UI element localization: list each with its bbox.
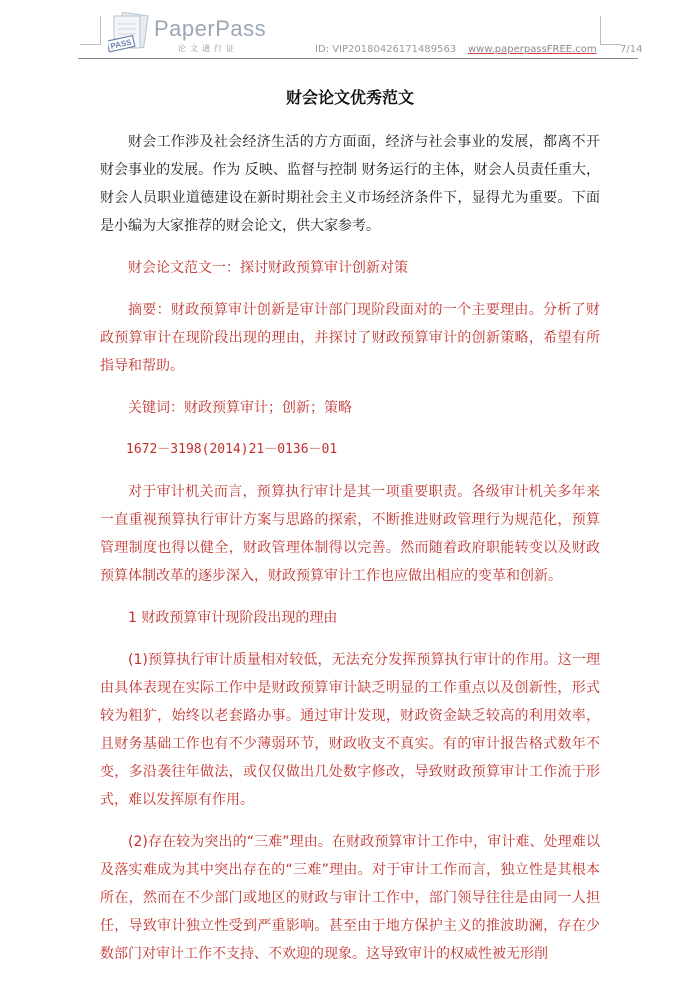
crop-mark-top-right <box>600 16 621 45</box>
document-id: ID: VIP20180426171489563 <box>315 44 457 55</box>
intro-paragraph: 财会工作涉及社会经济生活的方方面面，经济与社会事业的发展，都离不开财会事业的发展。作为 反映、监督与控制 财务运行的主体，财会人员责任重大，财会人员职业道德建设在新时期社会主义市场经济条件下，显得尤为重要。下面是小编为大家推荐的财会论文，供大家参考。 <box>100 134 600 234</box>
paperpass-logo <box>108 8 278 58</box>
page-header <box>0 0 697 64</box>
point-1-paragraph: (1)预算执行审计质量相对较低，无法充分发挥预算执行审计的作用。这一理由具体表现在实际工作中是财政预算审计缺乏明显的工作重点以及创新性，形式较为粗犷，始终以老套路办事。通过审计发现，财政资金缺乏较高的利用效率，且财务基础工作也有不少薄弱环节，财政收支不真实。有的审计报告格式数年不变，多沿袭往年做法，或仅仅做出几处数字修改，导致财政预算审计工作流于形式，难以发挥原有作用。 <box>100 652 600 808</box>
document-body <box>100 80 600 982</box>
svg-text:PASS: PASS <box>109 37 133 51</box>
crop-mark-top-left <box>80 16 101 45</box>
sample-heading: 财会论文范文一：探讨财政预算审计创新对策 <box>128 260 408 276</box>
page-number: 7/14 <box>620 44 643 55</box>
brand-name: PaperPass <box>154 16 267 41</box>
abstract-paragraph: 摘要：财政预算审计创新是审计部门现阶段面对的一个主要理由。分析了财政预算审计在现阶段出现的理由，并探讨了财政预算审计的创新策略，希望有所指导和帮助。 <box>100 302 600 374</box>
header-divider <box>78 58 638 59</box>
paperpass-badge-icon <box>108 12 152 54</box>
classification-number: 1672－3198(2014)21－0136－01 <box>126 442 338 457</box>
body-intro-paragraph: 对于审计机关而言，预算执行审计是其一项重要职责。各级审计机关多年来一直重视预算执行审计方案与思路的探索，不断推进财政管理行为规范化，预算管理制度也得以健全，财政管理体制得以完善。然而随着政府职能转变以及财政预算体制改革的逐步深入，财政预算审计工作也应做出相应的变革和创新。 <box>100 484 600 584</box>
document-title: 财会论文优秀范文 <box>285 88 414 107</box>
point-2-paragraph: (2)存在较为突出的“三难”理由。在财政预算审计工作中，审计难、处理难以及落实难成为其中突出存在的“三难”理由。对于审计工作而言，独立性是其根本所在，然而在不少部门或地区的财政与审计工作中，部门领导往往是由同一人担任，导致审计独立性受到严重影响。甚至由于地方保护主义的推波助澜，存在少数部门对审计工作不支持、不欢迎的现象。这导致审计的权威性被无形削 <box>100 834 600 962</box>
website-link[interactable]: www.paperpassFREE.com <box>468 44 597 55</box>
section-heading: 1 财政预算审计现阶段出现的理由 <box>128 610 338 626</box>
keywords-line: 关键词：财政预算审计；创新；策略 <box>128 400 352 416</box>
brand-tagline: 论文通行证 <box>178 44 238 53</box>
